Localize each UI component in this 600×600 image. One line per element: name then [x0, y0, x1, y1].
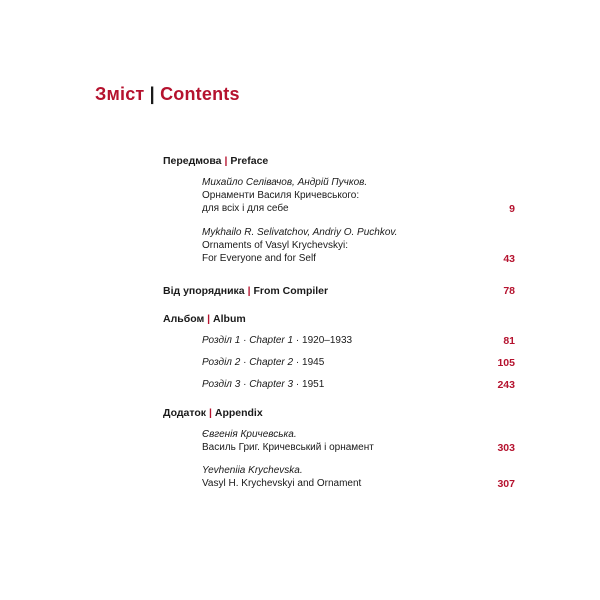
chapter-label-uk: Розділ 2	[202, 357, 241, 368]
toc-entry[interactable]	[202, 428, 515, 455]
section-label-en: Preface	[230, 155, 269, 167]
entry-title-line: Василь Григ. Кричевський і орнамент	[202, 442, 374, 453]
title-uk: Зміст	[95, 84, 145, 104]
chapter-entry[interactable]	[202, 356, 515, 370]
page-number: 9	[509, 203, 515, 215]
section-preface[interactable]	[163, 154, 515, 168]
page-number: 243	[497, 379, 515, 391]
section-label-uk: Додаток	[163, 407, 207, 419]
page-number: 307	[497, 478, 515, 490]
entry-author: Mykhailo R. Selivatchov, Andriy O. Puchkov.	[202, 227, 398, 238]
chapter-entry[interactable]	[202, 378, 515, 392]
section-separator: |	[208, 407, 212, 419]
page-number: 43	[503, 253, 515, 265]
section-appendix[interactable]	[163, 406, 515, 420]
section-label-en: Album	[213, 313, 246, 325]
section-label-uk: Від упорядника	[163, 285, 245, 297]
entry-title-line: Vasyl H. Krychevskyi and Ornament	[202, 478, 362, 489]
title-en: Contents	[160, 84, 240, 104]
section-label-en: Appendix	[214, 407, 263, 419]
entry-author: Yevheniia Krychevska.	[202, 465, 303, 476]
entry-title-line: For Everyone and for Self	[202, 253, 316, 264]
page-title	[95, 84, 240, 105]
chapter-label-uk: Розділ 3	[202, 379, 241, 390]
page-number: 78	[503, 285, 515, 297]
page-number: 303	[497, 442, 515, 454]
bullet-separator: ·	[243, 357, 247, 368]
bullet-separator: ·	[243, 379, 247, 390]
bullet-separator: ·	[295, 379, 300, 390]
entry-title-line: для всіх і для себе	[202, 203, 289, 214]
chapter-entry[interactable]	[202, 334, 515, 348]
chapter-years: 1951	[302, 379, 325, 390]
chapter-label-uk: Розділ 1	[202, 335, 241, 346]
toc-entry[interactable]	[202, 464, 515, 491]
chapter-years: 1920–1933	[302, 335, 353, 346]
entry-title-line: Ornaments of Vasyl Krychevskyi:	[202, 240, 348, 251]
bullet-separator: ·	[243, 335, 247, 346]
title-separator: |	[149, 84, 155, 104]
bullet-separator: ·	[295, 335, 300, 346]
toc-entry[interactable]	[202, 226, 515, 266]
section-separator: |	[224, 155, 228, 167]
entry-author: Михайло Селівачов, Андрій Пучков.	[202, 177, 368, 188]
entry-title-line: Орнаменти Василя Кричевського:	[202, 190, 360, 201]
toc-entry[interactable]	[202, 176, 515, 216]
page-number: 81	[503, 335, 515, 347]
section-separator: |	[207, 313, 211, 325]
section-label-uk: Альбом	[163, 313, 205, 325]
chapter-label-en: Chapter 3	[249, 379, 294, 390]
section-from-compiler[interactable]	[163, 284, 515, 298]
page-number: 105	[497, 357, 515, 369]
chapter-label-en: Chapter 1	[249, 335, 294, 346]
entry-author: Євгенія Кричевська.	[202, 429, 297, 440]
bullet-separator: ·	[295, 357, 300, 368]
section-label-en: From Compiler	[253, 285, 329, 297]
section-album[interactable]	[163, 312, 515, 326]
table-of-contents	[163, 154, 515, 491]
section-separator: |	[247, 285, 251, 297]
chapter-years: 1945	[302, 357, 325, 368]
chapter-label-en: Chapter 2	[249, 357, 294, 368]
section-label-uk: Передмова	[163, 155, 222, 167]
